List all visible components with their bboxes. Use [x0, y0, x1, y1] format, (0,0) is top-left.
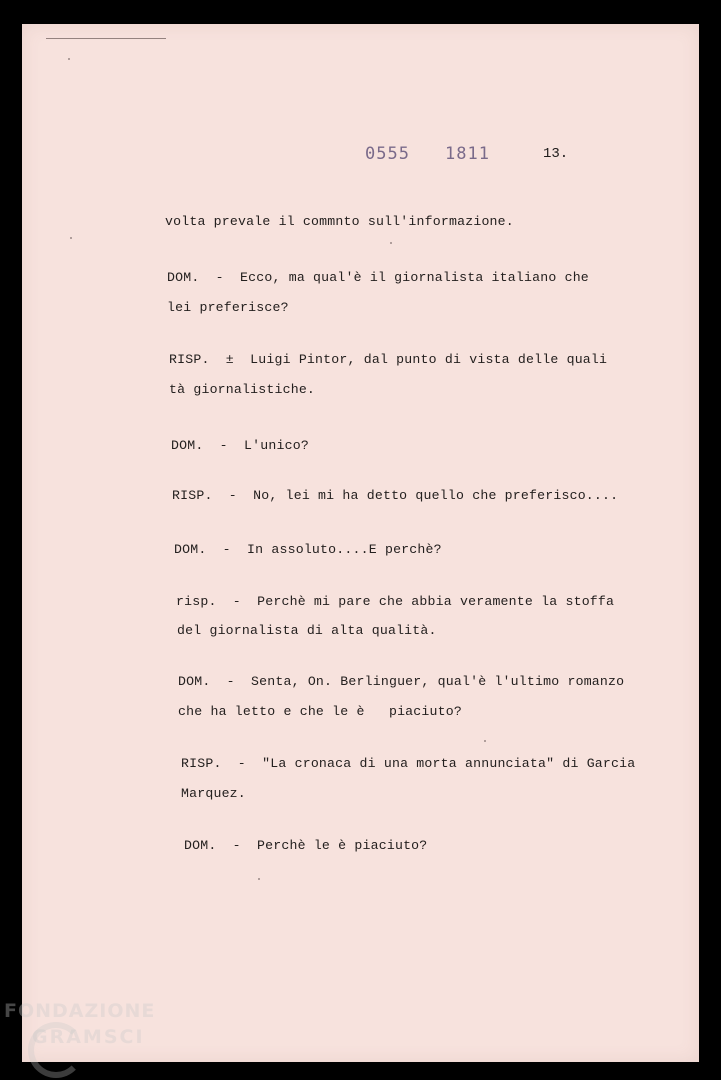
text-line: del giornalista di alta qualità. [177, 623, 437, 638]
paper-speck [258, 878, 260, 880]
watermark-line1: FONDAZIONE [4, 1000, 156, 1022]
text-line: DOM. - Perchè le è piaciuto? [184, 838, 428, 853]
archive-stamp-number-b: 1811 [445, 144, 490, 164]
text-line: che ha letto e che le è piaciuto? [178, 704, 462, 719]
paper-speck [70, 237, 72, 239]
page-number: 13. [543, 146, 569, 162]
text-line: volta prevale il commnto sull'informazione. [165, 214, 514, 229]
text-line: Marquez. [181, 786, 246, 801]
text-line: DOM. - In assoluto....E perchè? [174, 542, 442, 557]
text-line: RISP. - No, lei mi ha detto quello che preferisco.... [172, 488, 619, 503]
top-rule [46, 38, 166, 39]
text-line: risp. - Perchè mi pare che abbia veramente la stoffa [176, 594, 615, 609]
watermark [4, 1000, 184, 1048]
text-line: DOM. - L'unico? [171, 438, 309, 453]
archive-stamp-number-a: 0555 [365, 144, 410, 164]
text-line: RISP. - "La cronaca di una morta annunciata" di Garcia [181, 756, 636, 771]
text-line: DOM. - Ecco, ma qual'è il giornalista italiano che [167, 270, 589, 285]
text-line: tà giornalistiche. [169, 382, 316, 397]
paper-speck [484, 740, 486, 742]
text-line: RISP. ± Luigi Pintor, dal punto di vista delle quali [169, 352, 608, 367]
paper-speck [390, 242, 392, 244]
text-line: lei preferisce? [167, 300, 289, 315]
text-line: DOM. - Senta, On. Berlinguer, qual'è l'ultimo romanzo [178, 674, 625, 689]
paper-speck [68, 58, 70, 60]
watermark-line2: GRAMSCI [32, 1026, 145, 1048]
